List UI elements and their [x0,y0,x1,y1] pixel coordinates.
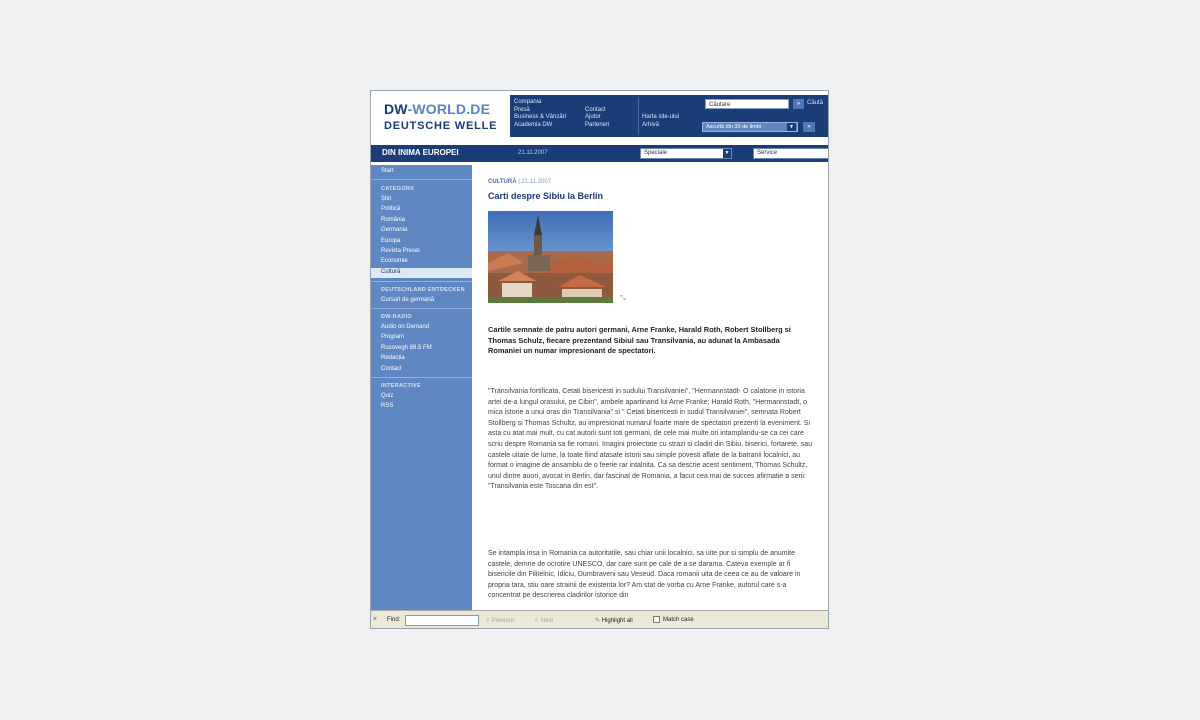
sidebar-item[interactable]: România [381,216,406,223]
sidebar-heading: DEUTSCHLAND ENTDECKEN [381,287,465,293]
sidebar-item[interactable]: RSS [381,403,394,410]
sidebar-item[interactable]: Revista Presei [381,248,420,254]
find-label: Find: [387,617,401,623]
find-input[interactable] [405,615,479,626]
enlarge-icon[interactable]: ⤡ [620,295,626,302]
sidebar-item-culture[interactable]: Cultură [381,269,401,275]
service-select-value: Service [757,150,778,156]
sidebar-heading: DW-RADIO [381,314,413,320]
highlight-all-label: Highlight all [601,618,633,624]
sidebar-item[interactable]: Quiz [381,393,394,399]
chevron-down-icon[interactable]: ▼ [724,150,730,156]
sidebar-item[interactable]: Germania [381,227,408,234]
nav-link[interactable]: Business & Vânzări [514,114,567,121]
close-icon[interactable]: × [373,616,378,623]
nav-link[interactable]: Presă [514,106,530,113]
nav-link[interactable]: Academia DW [514,121,553,128]
sidebar-item[interactable]: Audio on Demand [381,324,430,330]
article-content [472,165,829,610]
sidebar-divider [371,377,472,378]
arrow-up-icon: ⇧ [485,618,491,624]
nav-column-1 [514,99,566,129]
sidebar-item[interactable]: Program [381,334,405,341]
search-panel [699,95,829,137]
logo-subtitle: DEUTSCHE WELLE [384,120,498,132]
current-date: 21.11.2007 [518,150,548,156]
arrow-down-icon: ⇩ [534,618,540,624]
section-bar [371,145,829,162]
article-paragraph: "Transilvania fortificata, Cetati bisericesti in sudului Transilvaniei", "Hermannstadt- O calatorie in istoria artei de-a lungul orasului, pe Cibin", ambele apartinand lui Arne Franke; Harald Roth, "Hermannstadt, o mica istorie a unui oras din Transilvania" si " Cetati bisericesti in sudul Transilvaniei", semnata Robert Stollberg si Thomas Schultz, au impresionat numarul foarte mare de spectatori prezenti la eveniment. Si asta cu atat mai mult, cu cat autorii sunt toti germani, de cele mai multe ori intamplandu-se ca cei care scriu despre Romania sa fie romani. Imagini proiectate cu strazi si cladiri din Sibiu, biserici, fortarete, sau castele uitate de lume, la toate fiind atasate istorii sau simple povesti aflate de la batranii localnici, au format o imagine de ansamblu de o feerie rar intalnita. Ca sa descrie acest sentiment, Thomas Schultz, unul dintre auori, avocat in Berlin, dar fascinat de Romania, a facut cea mai de succes afirmatie a serii: "Transilvania este Toscana din est". [488,388,813,491]
find-bar [371,610,829,629]
sidebar-heading: INTERACTIVE [381,383,421,389]
find-next-button[interactable] [534,617,553,624]
special-select-value: Speciale [644,150,668,156]
find-previous-button[interactable] [485,617,515,624]
sidebar-item[interactable]: Cursuri de germană [381,297,435,303]
match-case-checkbox[interactable] [653,616,660,623]
special-select[interactable] [640,148,732,159]
sidebar-item[interactable]: Politică [381,206,401,213]
sidebar-heading: CATEGORII [381,186,414,192]
sidebar-divider [371,179,472,180]
nav-link[interactable]: Arhivă [642,121,660,128]
search-button[interactable]: » [793,99,804,109]
browser-window [370,90,829,629]
nav-link[interactable]: Contact [585,106,606,113]
sibiu-photo [488,211,613,303]
chevron-down-icon[interactable]: ▼ [787,123,796,131]
top-nav [510,95,699,137]
site-header [371,91,829,145]
sidebar-divider [371,281,472,282]
logo-text [384,101,490,117]
sidebar-item[interactable]: Redacția [381,355,405,362]
kicker-date: | 21.11.2007 [516,179,552,185]
article-paragraph: Se intampla insa in Romania ca autoritatile, sau chiar unii localnici, sa uite pur si simplu de anumite castele, demne de ocrotire UNESCO, dar care sunt pe cale de a se darama. Cateva exemple ar fi bisericile din Filitelnic, Idiciu, Dumbraveni sau Veseud. Daca romanii uita de ceea ce au de valoare in propria tara, stiu oare strainii de existenta lor? Am stat de vorba cu Arne Franke, autorul care s-a concentrat pe descrierea cladirilor istorice din [488,550,801,600]
article-title: Carti despre Sibiu la Berlin [488,191,604,201]
search-input[interactable]: Căutare [705,99,789,109]
nav-column-2 [585,107,609,130]
highlighter-icon: ✎ [595,618,601,624]
nav-link[interactable]: Harta site-ului [642,114,680,121]
logo-world: -WORLD.DE [407,101,491,117]
site-logo[interactable] [371,91,510,145]
sidebar-item[interactable]: Europa [381,237,401,244]
logo-dw: DW [384,101,408,117]
article-photo[interactable] [488,211,613,303]
sidebar-item[interactable]: Economie [381,258,408,265]
sidebar-item[interactable]: Știri [381,196,392,202]
sidebar [371,165,472,610]
sidebar-item[interactable]: Rusovegh 88.5 FM [381,344,432,351]
language-select[interactable]: Ascultă din 30 de limbi [702,122,798,132]
find-previous-label: Previous [491,618,516,624]
find-next-label: Next [540,618,554,624]
sidebar-divider [371,308,472,309]
highlight-all-button[interactable] [595,617,633,624]
nav-link[interactable]: Parteneri [585,121,610,128]
nav-link[interactable]: Compania [514,99,542,105]
nav-divider [638,97,639,135]
service-select[interactable] [753,148,829,159]
kicker-section[interactable]: CULTURĂ [488,179,517,185]
article-lead: Cartile semnate de patru autori germani, Arne Franke, Harald Roth, Robert Stollberg si Thomas Schulz, fiecare prezentand Sibiul sau Transilvania, au adunat la Ambasada Romaniei un numar impresionant de spectatori. [488,325,791,356]
sidebar-item[interactable]: Contact [381,365,402,372]
nav-link[interactable]: Ajutor [585,114,601,121]
nav-column-3 [642,114,679,129]
article-kicker [488,179,551,185]
match-case-label[interactable]: Match case [663,617,694,623]
section-title: DIN INIMA EUROPEI [382,148,459,157]
search-label[interactable]: Căută [807,100,824,106]
sidebar-item-start[interactable]: Start [381,168,394,174]
language-go-button[interactable]: » [803,122,815,132]
